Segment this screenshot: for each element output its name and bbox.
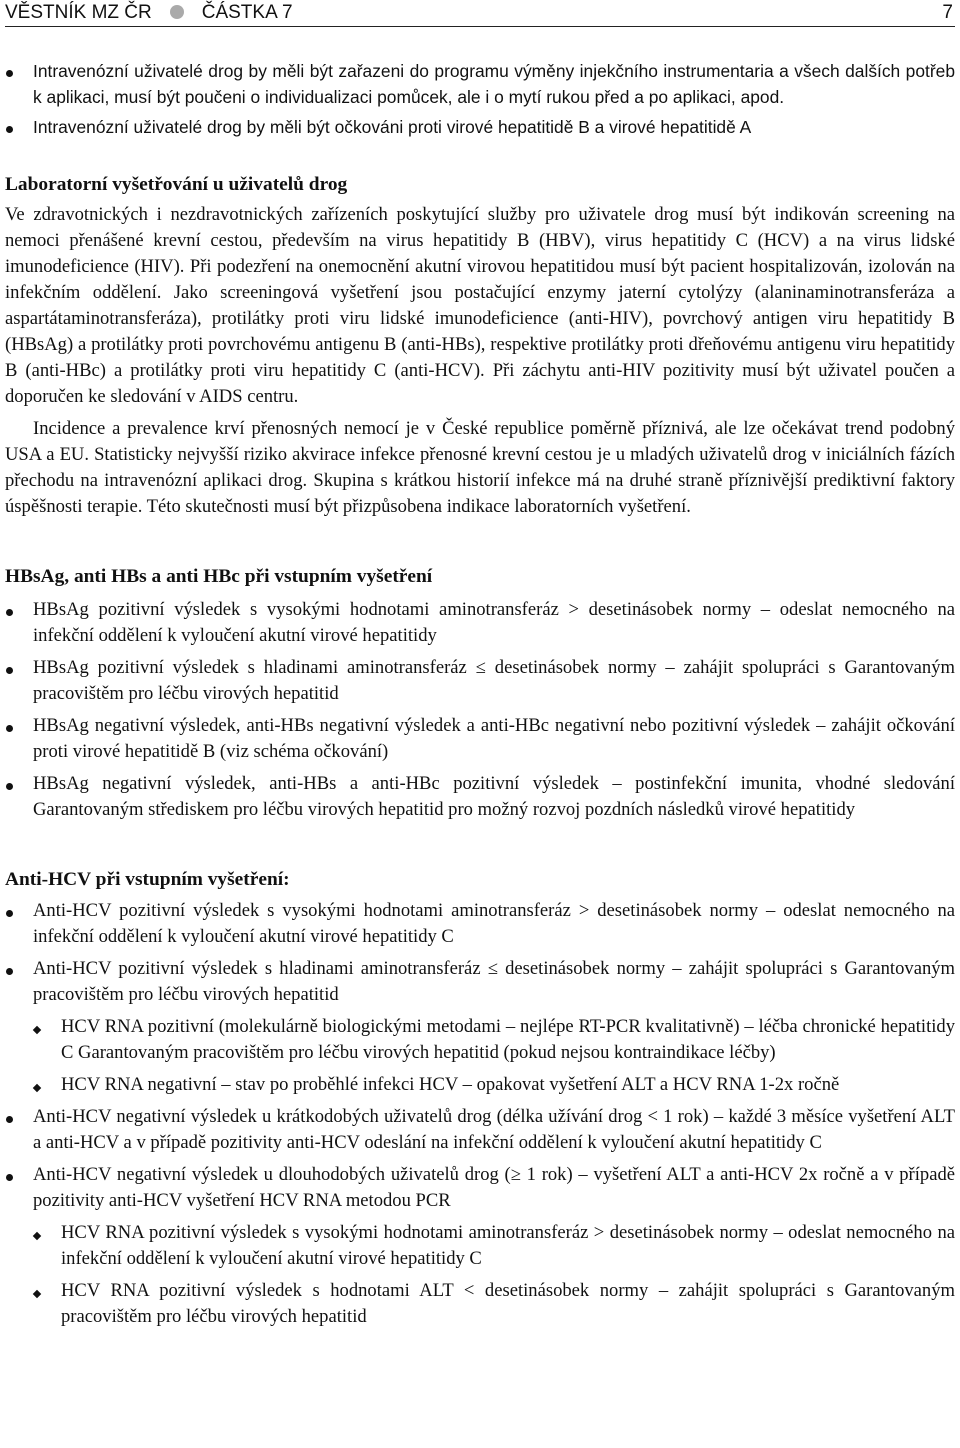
list-item: Intravenózní uživatelé drog by měli být zařazeni do programu výměny injekčního instrumentaria a všech dalších potřeb k aplikaci, musí být poučeni o individualizaci pomůcek, ale i o mytí rukou před a po aplikaci, apod. <box>5 58 955 110</box>
intro-list <box>5 58 955 140</box>
section-heading-hcv: Anti-HCV při vstupním vyšetření: <box>5 869 290 890</box>
sub-list-item: HCV RNA pozitivní (molekulárně biologickými metodami – nejlépe RT-PCR kvalitativně) – léčba chronické hepatitidy C Garantovaným pracovištěm pro léčbu virových hepatitid (pokud nejsou kontraindikace léčby) <box>33 1014 955 1066</box>
paragraph: Incidence a prevalence krví přenosných nemocí je v České republice poměrně příznivá, ale lze očekávat trend podobný USA a EU. Statisticky nejvyšší riziko akvirace infekce přenosné krevní cestou je u mladých uživatelů drog v iniciálních fázích přechodu na intravenózní aplikaci drog. Skupina s krátkou historií infekce má na druhé straně příznivější prediktivní faktory úspěšnosti terapie. Této skutečnosti musí být přizpůsobena indikace laboratorních vyšetření. <box>5 418 955 517</box>
list-item: Anti-HCV pozitivní výsledek s hladinami aminotransferáz ≤ desetinásobek normy – zahájit spolupráci s Garantovaným pracovištěm pro léčbu virových hepatitid <box>5 956 955 1008</box>
section-heading-lab: Laboratorní vyšetřování u uživatelů drog <box>5 174 348 195</box>
header-left <box>5 1 293 25</box>
list-item: HBsAg pozitivní výsledek s hladinami aminotransferáz ≤ desetinásobek normy – zahájit spolupráci s Garantovaným pracovištěm pro léčbu virových hepatitid <box>5 655 955 707</box>
sub-list-item: HCV RNA pozitivní výsledek s vysokými hodnotami aminotransferáz > desetinásobek normy – odeslat nemocného na infekční oddělení k vyloučení akutní virové hepatitidy C <box>33 1220 955 1272</box>
list-item: Anti-HCV negativní výsledek u dlouhodobých uživatelů drog (≥ 1 rok) – vyšetření ALT a anti-HCV 2x ročně a v případě pozitivity anti-HCV vyšetření HCV RNA metodou PCR <box>5 1162 955 1214</box>
sub-list-item: HCV RNA negativní – stav po proběhlé infekci HCV – opakovat vyšetření ALT a HCV RNA 1-2x ročně <box>33 1072 955 1098</box>
paragraph: Ve zdravotnických i nezdravotnických zařízeních poskytující služby pro uživatele drog musí být indikován screening na nemoci přenášené krevní cestou, především na virus hepatitidy B (HBV), virus hepatitidy C (HCV) a na virus lidské imunodeficience (HIV). Při podezření na onemocnění akutní virovou hepatitidou musí být pacient hospitalizován, izolován na infekčním oddělení. Jako screeningová vyšetření jsou postačující enzymy jaterní cytolýzy (alaninaminotransferáza a aspartátaminotransferáza), protilátky proti viru lidské imunodeficience (anti-HIV), povrchový antigen viru hepatitidy B (HBsAg) a protilátky proti povrchovému antigenu B (anti-HBs), respektive protilátky proti dřeňovému antigenu viru hepatitidy B (anti-HBc) a protilátky proti viru hepatitidy C (anti-HCV). Při záchytu anti-HIV pozitivity musí být uživatel poučen a doporučen ke sledování v AIDS centru. <box>5 204 955 407</box>
issue-label: ČÁSTKA 7 <box>201 2 293 23</box>
list-item: HBsAg pozitivní výsledek s vysokými hodnotami aminotransferáz > desetinásobek normy – odeslat nemocného na infekční oddělení k vyloučení akutní virové hepatitidy <box>5 597 955 649</box>
page-number: 7 <box>942 2 953 23</box>
sub-list-item: HCV RNA pozitivní výsledek s hodnotami ALT < desetinásobek normy – zahájit spolupráci s Garantovaným pracovištěm pro léčbu virových hepatitid <box>33 1278 955 1330</box>
separator-dot-icon <box>170 5 184 19</box>
journal-title: VĚSTNÍK MZ ČR <box>5 2 152 23</box>
page-header <box>5 0 955 27</box>
hcv-list <box>5 898 955 1330</box>
hbs-list <box>5 597 955 823</box>
list-item: Anti-HCV pozitivní výsledek s vysokými hodnotami aminotransferáz > desetinásobek normy – odeslat nemocného na infekční oddělení k vyloučení akutní virové hepatitidy C <box>5 898 955 950</box>
list-item: HBsAg negativní výsledek, anti-HBs a anti-HBc pozitivní výsledek – postinfekční imunita, vhodné sledování Garantovaným střediskem pro léčbu virových hepatitid pro možný rozvoj pozdních následků virové hepatitidy <box>5 771 955 823</box>
list-item: Anti-HCV negativní výsledek u krátkodobých uživatelů drog (délka užívání drog < 1 rok) – každé 3 měsíce vyšetření ALT a anti-HCV a v případě pozitivity anti-HCV odeslání na infekční oddělení k vyloučení akutní hepatitidy C <box>5 1104 955 1156</box>
list-item: Intravenózní uživatelé drog by měli být očkováni proti virové hepatitidě B a virové hepatitidě A <box>5 114 955 140</box>
list-item: HBsAg negativní výsledek, anti-HBs negativní výsledek a anti-HBc negativní nebo pozitivní výsledek – zahájit očkování proti virové hepatitidě B (viz schéma očkování) <box>5 713 955 765</box>
section-heading-hbs: HBsAg, anti HBs a anti HBc při vstupním vyšetření <box>5 566 433 587</box>
page-content <box>5 58 955 1330</box>
